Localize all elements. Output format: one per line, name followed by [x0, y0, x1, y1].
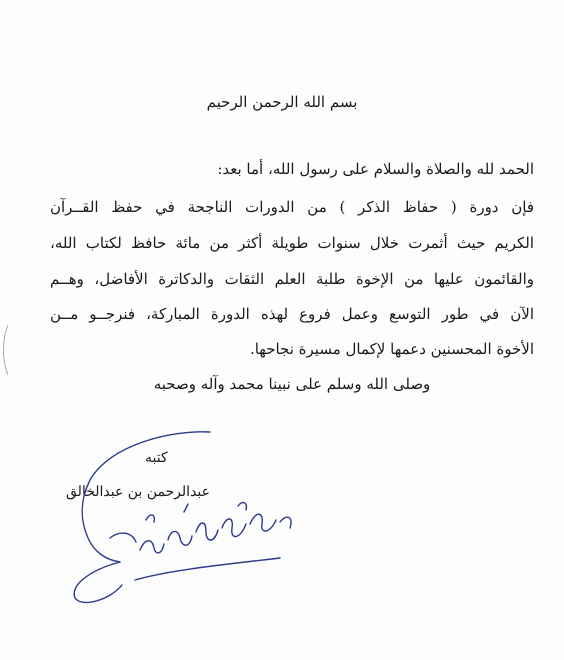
- body-line-1: فإن دورة ( حفاظ الذكر ) من الدورات الناجحة في حفظ القــرآن: [50, 198, 534, 216]
- body-line-4: الآن في طور التوسع وعمل فروع لهذه الدورة المباركة، فنرجــو مــن: [50, 305, 534, 323]
- author-name: عبدالرحمن بن عبدالخالق: [66, 484, 210, 500]
- closing-line: وصلى الله وسلم على نبينا محمد وآله وصحبه: [153, 375, 431, 393]
- author-label: كتبه: [145, 450, 168, 466]
- body-line-2: الكريم حيث أثمرت خلال سنوات طويلة أكثر من مائة حافظ لكتاب الله،: [50, 234, 534, 252]
- basmala-heading: بسم الله الرحمن الرحيم: [206, 93, 358, 111]
- greeting-line: الحمد لله والصلاة والسلام على رسول الله، أما بعد:: [217, 160, 534, 178]
- scan-edge-mark: [0, 320, 10, 380]
- handwritten-signature: [50, 420, 310, 610]
- body-line-5: الأخوة المحسنين دعمها لإكمال مسيرة نجاحها.: [249, 340, 534, 358]
- body-line-3: والقائمون عليها من الإخوة طلبة العلم الثقات والدكاترة الأفاضل، وهــم: [50, 270, 534, 288]
